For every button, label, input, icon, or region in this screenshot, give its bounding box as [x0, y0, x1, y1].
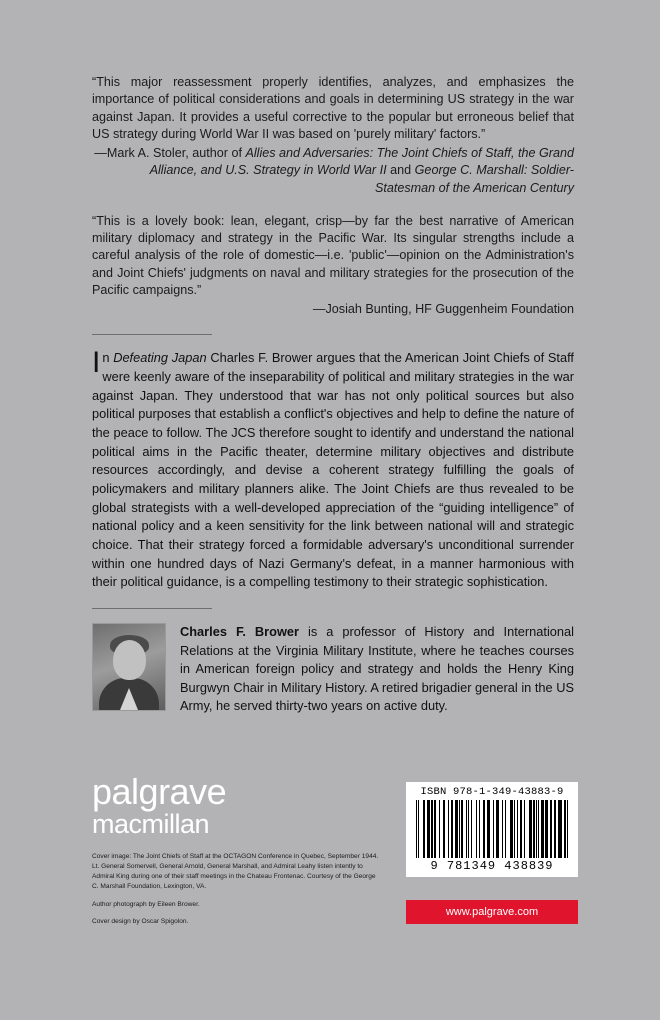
description-book-title: Defeating Japan — [113, 350, 207, 366]
author-bio-text: is a professor of History and International Relations at the Virginia Military Institute, where he teaches courses in American foreign policy and strategy and holds the Henry King Burgwyn Chair in Military History. A retired brigadier general in the US Army, he served thirty-two years on active duty. — [180, 623, 574, 714]
description-dropcap: I — [92, 346, 101, 380]
blurb-1-attribution — [92, 145, 574, 197]
cover-design-credit: Cover design by Oscar Spigolon. — [92, 918, 189, 926]
author-photo — [92, 623, 166, 711]
publisher-logo — [92, 771, 227, 839]
isbn-digits: 9 781349 438839 — [430, 859, 554, 873]
cover-content — [92, 74, 574, 716]
book-description — [92, 346, 574, 592]
author-photo-credit: Author photograph by Eileen Brower. — [92, 900, 200, 908]
barcode-space — [568, 800, 572, 858]
publisher-website-badge[interactable] — [406, 900, 578, 924]
divider-rule-bottom — [92, 608, 212, 609]
blurb-2-quote: “This is a lovely book: lean, elegant, crisp—by far the best narrative of American military diplomacy and strategy in the Pacific War. Its singular strengths include a careful analysis of the role of domestic—i.e. 'public'—opinion on the Administration's and Joint Chiefs' judgments on naval and military strategies for the prosecution of the Pacific campaigns.” — [92, 213, 574, 297]
publisher-logo-line-2: macmillan — [92, 809, 210, 839]
blurb-1-quote: “This major reassessment properly identifies, analyzes, and emphasizes the importance of political considerations and goals in determining US strategy in the war against Japan. It provides a useful corrective to the popular but erroneous belief that US strategy during World War II was based on 'purely military' factors.” — [92, 75, 574, 141]
blurb-1-attribution-title-1: Allies and Adversaries: The Joint Chiefs of Staff, the Grand Alliance, and U.S. Strategy in World War II — [149, 146, 574, 178]
publisher-website-url: www.palgrave.com — [445, 906, 539, 918]
author-name: Charles F. Brower — [180, 623, 299, 639]
blurb-2-attribution: —Josiah Bunting, HF Guggenheim Foundation — [312, 302, 574, 316]
divider-rule-top — [92, 334, 212, 335]
blurb-1 — [92, 74, 574, 197]
isbn-barcode-box — [406, 782, 578, 877]
blurb-1-attribution-middle: and — [386, 163, 415, 178]
cover-image-credit: Cover image: The Joint Chiefs of Staff at the OCTAGON Conference in Quebec, September 1944. Lt. General Somervell, General Arnold, General Marshall, and Admiral Leahy listen intently to Admiral King during one of their staff meetings in the Chateau Frontenac. Courtesy of the George C. Marshall Foundation, Lexington, VA. — [92, 853, 379, 890]
description-text: Charles F. Brower argues that the American Joint Chiefs of Staff were keenly aware of the inseparability of political and military strategies in the war against Japan. They understood that war has not only political sources but also political purposes that establish a conflict's objectives and help to define the nature of the peace to follow. The JCS therefore sought to identify and understand the national political aims in the Pacific theater, determine military objectives and distribute resources accordingly, and devise a coherent strategy fulfilling the goals of policymakers and military planners alike. The Joint Chiefs are thus revealed to be global strategists with a well-developed appreciation of the “guiding intelligence” of national policy and a keen sensitivity for the link between national will and strategic choice. That their strategy forced a formidable adversary's unconditional surrender within one hundred days of Nazi Germany's defeat, in a manner harmonious with their political guidance, is a compelling testimony to their strategic sophistication. — [92, 350, 574, 590]
isbn-label: ISBN 978-1-349-43883-9 — [420, 786, 564, 798]
blurb-1-attribution-title-2: George C. Marshall: Soldier-Statesman of the American Century — [374, 163, 574, 195]
colophon — [92, 852, 382, 935]
blurb-2 — [92, 213, 574, 319]
publisher-logo-line-1: palgrave — [92, 771, 227, 812]
author-block — [92, 623, 574, 716]
blurb-1-attribution-prefix: —Mark A. Stoler, author of — [94, 146, 246, 160]
barcode — [412, 800, 572, 858]
photo-head — [113, 640, 146, 680]
description-lead: n — [102, 350, 114, 366]
author-bio — [180, 623, 574, 716]
